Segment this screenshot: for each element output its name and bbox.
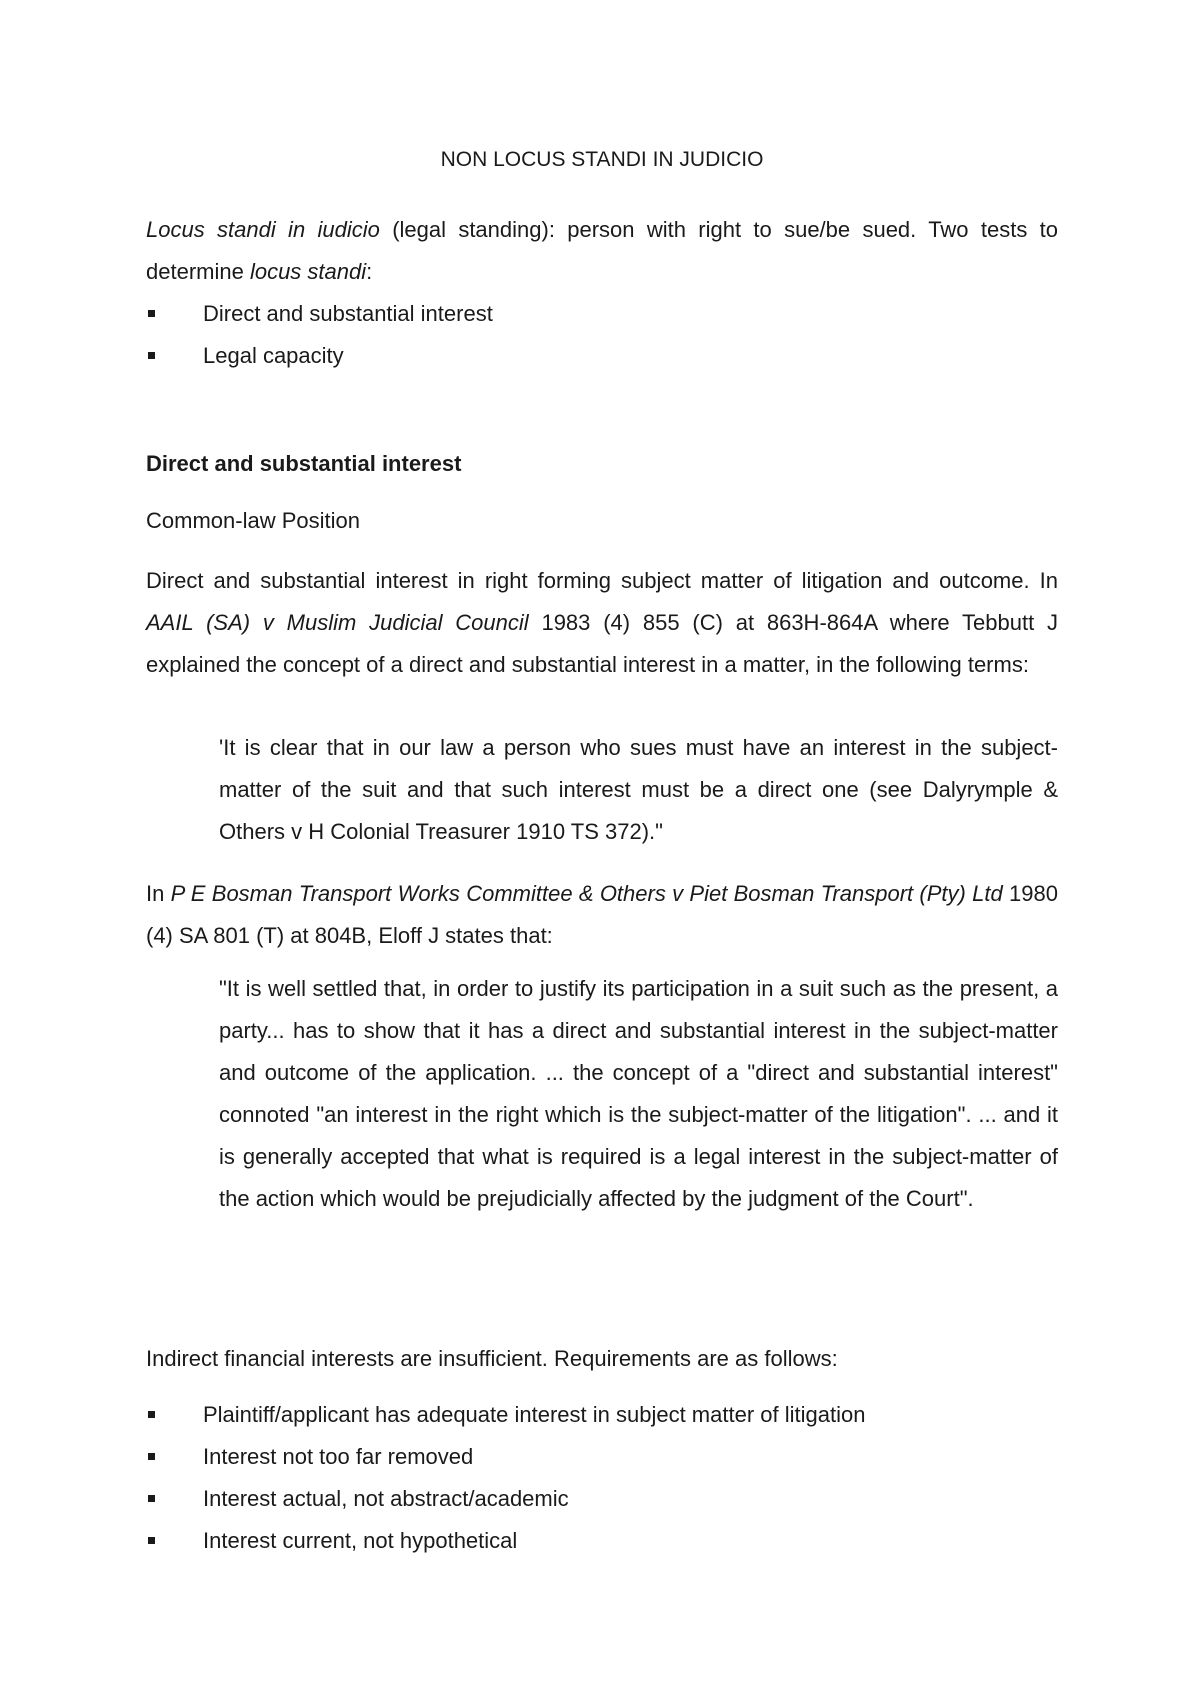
list-item-text: Interest actual, not abstract/academic — [203, 1486, 569, 1511]
bullet-icon — [148, 310, 155, 317]
paragraph-2-text-b: 1980 (4) SA 801 (T) at 804B, Eloff J states that: — [146, 881, 1058, 948]
list-item — [146, 1520, 1058, 1562]
quote-1: 'It is clear that in our law a person who sues must have an interest in the subject-matter of the suit and that such interest must be a direct one (see Dalyrymple & Others v H Colonial Treasurer 1910 TS 372)." — [219, 735, 1058, 844]
quote-2: "It is well settled that, in order to justify its participation in a suit such as the present, a party... has to show that it has a direct and substantial interest in the subject-matter and outcome of the application. ... the concept of a "direct and substantial interest" connoted "an interest in the right which is the subject-matter of the litigation". ... and it is generally accepted that what is required is a legal interest in the subject-matter of the action which would be prejudicially affected by the judgment of the Court". — [219, 976, 1058, 1211]
intro-term: Locus standi in iudicio — [146, 217, 380, 242]
bullet-icon — [148, 352, 155, 359]
paragraph-2-text-a: In — [146, 881, 171, 906]
paragraph-1-text-a: Direct and substantial interest in right forming subject matter of litigation and outcome. In — [146, 568, 1058, 593]
bullet-icon — [148, 1495, 155, 1502]
case-citation-1: AAIL (SA) v Muslim Judicial Council — [146, 610, 529, 635]
list-item-text: Legal capacity — [203, 343, 344, 368]
list-item — [146, 1478, 1058, 1520]
bullet-icon — [148, 1411, 155, 1418]
paragraph-3: Indirect financial interests are insufficient. Requirements are as follows: — [146, 1346, 838, 1371]
paragraph-2 — [146, 873, 1058, 957]
list-item-text: Direct and substantial interest — [203, 301, 493, 326]
bullet-icon — [148, 1453, 155, 1460]
requirements-list — [146, 1394, 1058, 1562]
case-citation-2: P E Bosman Transport Works Committee & Others v Piet Bosman Transport (Pty) Ltd — [170, 881, 1003, 906]
section-heading: Direct and substantial interest — [146, 451, 462, 476]
list-item — [146, 293, 1058, 335]
intro-paragraph — [146, 209, 1058, 293]
tests-list — [146, 293, 1058, 377]
bullet-icon — [148, 1537, 155, 1544]
list-item-text: Interest not too far removed — [203, 1444, 474, 1469]
intro-text-b: : — [366, 259, 373, 284]
list-item — [146, 1394, 1058, 1436]
intro-text-a: (legal standing): person with right to sue/be sued. Two tests to determine — [146, 217, 1058, 284]
list-item — [146, 1436, 1058, 1478]
paragraph-1 — [146, 560, 1058, 686]
list-item — [146, 335, 1058, 377]
paragraph-1-text-b: 1983 (4) 855 (C) at 863H-864A where Tebbutt J explained the concept of a direct and substantial interest in a matter, in the following terms: — [146, 610, 1058, 677]
subheading: Common-law Position — [146, 508, 360, 533]
list-item-text: Plaintiff/applicant has adequate interest in subject matter of litigation — [203, 1402, 866, 1427]
document-title: NON LOCUS STANDI IN JUDICIO — [440, 148, 764, 171]
intro-term-2: locus standi — [249, 259, 367, 284]
list-item-text: Interest current, not hypothetical — [203, 1528, 518, 1553]
